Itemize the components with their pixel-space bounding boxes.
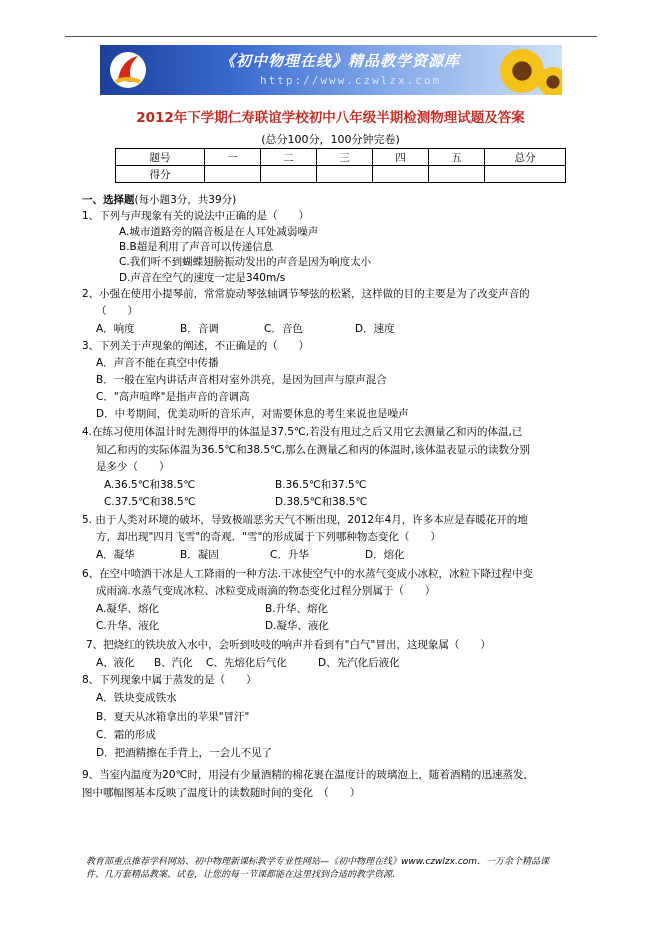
question-7-option-a: A、液化 [96,657,135,669]
score-header-cell: 三 [317,149,373,166]
question-5-stem: 5. 由于人类对环境的破坏，导致极端恶劣天气不断出现，2012年4月，许多本应是春暖花开的地 [82,514,528,526]
site-logo-icon [108,50,148,90]
question-3-option-b: B．一般在室内讲话声音相对室外洪亮，是因为回声与原声混合 [96,374,387,386]
score-row-label: 得分 [116,166,205,183]
question-7-option-d: D、先汽化后液化 [318,657,400,669]
score-header-cell: 四 [373,149,429,166]
question-2-option-b: B．音调 [180,323,219,335]
question-1-option-b: B.B超是利用了声音可以传递信息 [119,241,274,253]
section-heading [82,192,236,207]
question-3-option-d: D．中考期间，优美动听的音乐声，对需要休息的考生来说也是噪声 [96,408,409,420]
question-3-option-a: A．声音不能在真空中传播 [96,357,219,369]
question-8-option-b: B．夏天从冰箱拿出的苹果"冒汗" [96,711,250,723]
header-rule [65,36,597,37]
question-4-stem-cont: 知乙和丙的实际体温为36.5℃和38.5℃,那么在测量乙和丙的体温时,该体温表显示的读数分别 [96,444,531,456]
question-6-option-b: B.升华、熔化 [265,603,329,615]
score-header-cell: 一 [205,149,261,166]
banner-url-link[interactable]: http://www.czwlzx.com [260,74,442,87]
question-4-option-d: D.38.5℃和38.5℃ [275,496,368,508]
question-1-option-a: A.城市道路旁的隔音板是在人耳处减弱噪声 [119,226,319,238]
score-header-cell: 五 [429,149,485,166]
question-5-option-c: C．升华 [270,549,309,561]
question-6-option-c: C.升华、液化 [96,620,160,632]
score-header-cell: 二 [261,149,317,166]
sunflower-decoration-icon [538,67,562,95]
score-header-cell: 总分 [485,149,566,166]
score-input-cell[interactable] [261,166,317,183]
question-8-option-d: D．把酒精擦在手背上，一会儿不见了 [96,747,273,759]
question-8-stem: 8、下列现象中属于蒸发的是（ ） [82,674,257,686]
banner-title: 《初中物理在线》精品教学资源库 [220,52,461,70]
question-4-option-c: C.37.5℃和38.5℃ [104,496,196,508]
score-input-cell[interactable] [429,166,485,183]
section-title: 一、选择题 [82,194,135,206]
score-input-cell[interactable] [205,166,261,183]
question-4-stem-end: 是多少（ ） [96,461,170,473]
question-4-option-b: B.36.5℃和37.5℃ [275,479,367,491]
site-banner[interactable] [100,45,562,95]
question-6-stem: 6、在空中喷洒干冰是人工降雨的一种方法.干冰使空气中的水蒸气变成小冰粒，冰粒下降过程中变 [82,568,534,580]
question-5-stem-cont: 方，却出现"四月飞雪"的奇观．"雪"的形成属于下列哪种物态变化（ ） [96,531,441,543]
question-1-option-c: C.我们听不到蝴蝶翅膀振动发出的声音是因为响度太小 [119,256,372,268]
question-1-option-d: D.声音在空气的速度一定是340m/s [119,272,286,284]
question-2-stem: 2、小强在使用小提琴前，常常旋动琴弦轴调节琴弦的松紧，这样做的目的主要是为了改变声音的 [82,288,530,300]
question-2-option-c: C．音色 [264,323,303,335]
question-5-option-b: B．凝固 [180,549,219,561]
score-input-cell[interactable] [373,166,429,183]
question-8-option-c: C．霜的形成 [96,729,156,741]
question-9-stem-cont: 图中哪幅图基本反映了温度计的读数随时间的变化 （ ） [82,787,361,799]
question-8-option-a: A．铁块变成铁水 [96,692,177,704]
score-input-cell[interactable] [485,166,566,183]
question-2-stem-cont: （ ） [96,305,138,317]
question-9-stem: 9、当室内温度为20℃时，用浸有少量酒精的棉花裹在温度计的玻璃泡上，随着酒精的迅速蒸发， [82,769,534,781]
question-5-option-d: D．熔化 [365,549,405,561]
section-note: (每小题3分，共39分) [134,194,237,206]
page-footer [86,856,586,882]
question-2-option-a: A．响度 [96,323,135,335]
question-7-stem: 7、把烧红的铁块放入水中，会听到吱吱的响声并看到有"白气"冒出，这现象属（ ） [86,639,491,651]
question-1-stem: 1、下列与声现象有关的说法中正确的是（ ） [82,210,310,222]
question-6-stem-cont: 成雨滴.水蒸气变成冰粒、冰粒变成雨滴的物态变化过程分别属于（ ） [96,585,436,597]
question-2-option-d: D．速度 [355,323,395,335]
page-title: 2012年下学期仁寿联谊学校初中八年级半期检测物理试题及答案 [136,110,525,126]
question-7-option-c: C、先熔化后气化 [206,657,287,669]
score-header-cell: 题号 [116,149,205,166]
question-7-option-b: B、汽化 [154,657,193,669]
question-3-option-c: C．"高声喧哗"是指声音的音调高 [96,391,250,403]
question-5-option-a: A．凝华 [96,549,135,561]
question-3-stem: 3、下列关于声现象的阐述，不正确是的（ ） [82,340,310,352]
score-table [115,148,566,183]
sunflower-decoration-icon [500,49,544,93]
footer-line: 教育部重点推荐学科网站、初中物理新课标教学专业性网站—《初中物理在线》www.czwlzx.com．一万余个精品课 [86,857,550,867]
score-input-cell[interactable] [317,166,373,183]
question-6-option-d: D.凝华、液化 [265,620,329,632]
page-subtitle: (总分100分，100分钟完卷) [261,133,400,146]
score-table-header-row [116,149,566,166]
question-4-option-a: A.36.5℃和38.5℃ [104,479,196,491]
question-6-option-a: A.凝华、熔化 [96,603,159,615]
question-4-stem: 4.在练习使用体温计时先测得甲的体温是37.5℃,若没有甩过之后又用它去测量乙和丙的体温,已 [82,426,523,438]
score-table-row [116,166,566,183]
footer-line: 件、几万套精品教案、试卷，让您的每一节课都能在这里找到合适的教学资源． [86,870,402,880]
